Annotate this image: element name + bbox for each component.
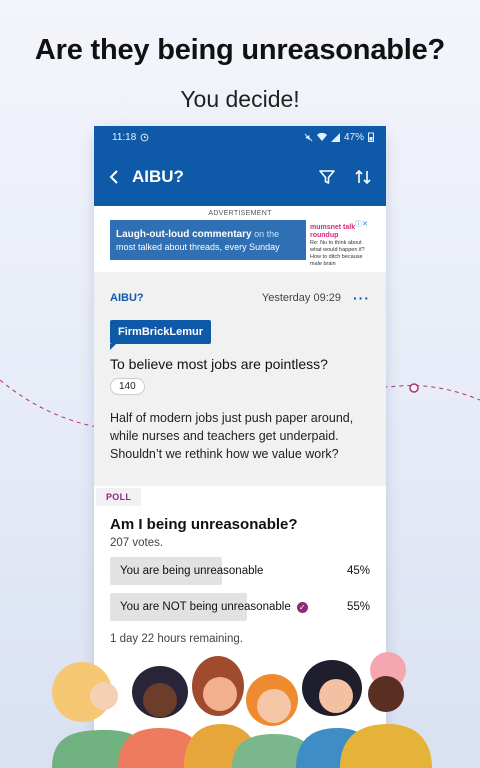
ad-headline: Laugh-out-loud commentary <box>116 228 252 240</box>
thread-post <box>94 272 386 486</box>
ad-choices-icon[interactable]: ⓘ✕ <box>355 221 368 228</box>
post-timestamp: Yesterday 09:29 <box>261 292 341 304</box>
poll-option[interactable] <box>110 557 370 585</box>
poll-option-label-wrap <box>110 601 347 613</box>
ad-text <box>110 228 306 253</box>
filter-icon[interactable] <box>318 168 336 186</box>
app-bar <box>94 148 386 206</box>
thread-title: To believe most jobs are pointless? <box>110 356 328 372</box>
chevron-left-icon[interactable] <box>108 169 120 185</box>
page-title: AIBU? <box>132 167 184 186</box>
more-options-icon[interactable]: ··· <box>353 290 370 306</box>
sort-icon[interactable] <box>354 168 372 186</box>
ad-brand: mumsnet talk roundup <box>310 224 356 239</box>
alarm-icon <box>140 133 149 142</box>
status-time: 11:18 <box>112 131 137 143</box>
checkmark-icon: ✓ <box>297 602 308 613</box>
poll-option[interactable] <box>110 593 370 621</box>
battery-level: 47% <box>343 131 364 143</box>
poll-option-percent: 45% <box>346 565 370 577</box>
signal-icon <box>331 133 340 142</box>
poll-votes: 207 votes. <box>110 537 164 549</box>
poll-option-label: You are NOT being unreasonable <box>120 601 291 613</box>
poll-option-percent: 55% <box>346 601 370 613</box>
poll-option-label: You are being unreasonable <box>120 565 264 577</box>
ad-subtext: most talked about threads, every Sunday <box>116 241 280 252</box>
reply-count: 140 <box>110 378 145 395</box>
mute-icon <box>304 133 313 142</box>
illustration-people <box>0 648 480 768</box>
promo-subline: You decide! <box>180 86 300 112</box>
status-bar <box>94 126 386 148</box>
username-badge[interactable]: FirmBrickLemur <box>110 320 211 344</box>
topic-link[interactable]: AIBU? <box>110 292 144 304</box>
post-body: Half of modern jobs just push paper around, while nurses and teachers get underpaid. Shouldn’t we rethink how we value work? <box>110 411 354 461</box>
ad-brand-panel <box>306 220 370 267</box>
ad-label: ADVERTISEMENT <box>208 210 272 217</box>
wifi-icon <box>317 133 327 142</box>
promo-headline: Are they being unreasonable? <box>34 34 446 66</box>
poll-question: Am I being unreasonable? <box>110 516 298 533</box>
battery-icon <box>368 132 374 142</box>
poll-section <box>94 506 386 645</box>
ad-brand-copy: Re: Nu to think about what would happen if? How to ditch because male brain <box>310 240 365 267</box>
ad-banner[interactable] <box>110 220 370 267</box>
post-meta <box>110 290 370 306</box>
poll-tag: POLL <box>96 488 141 506</box>
poll-remaining: 1 day 22 hours remaining. <box>110 633 243 645</box>
ad-headline-tail: on the <box>251 228 280 239</box>
